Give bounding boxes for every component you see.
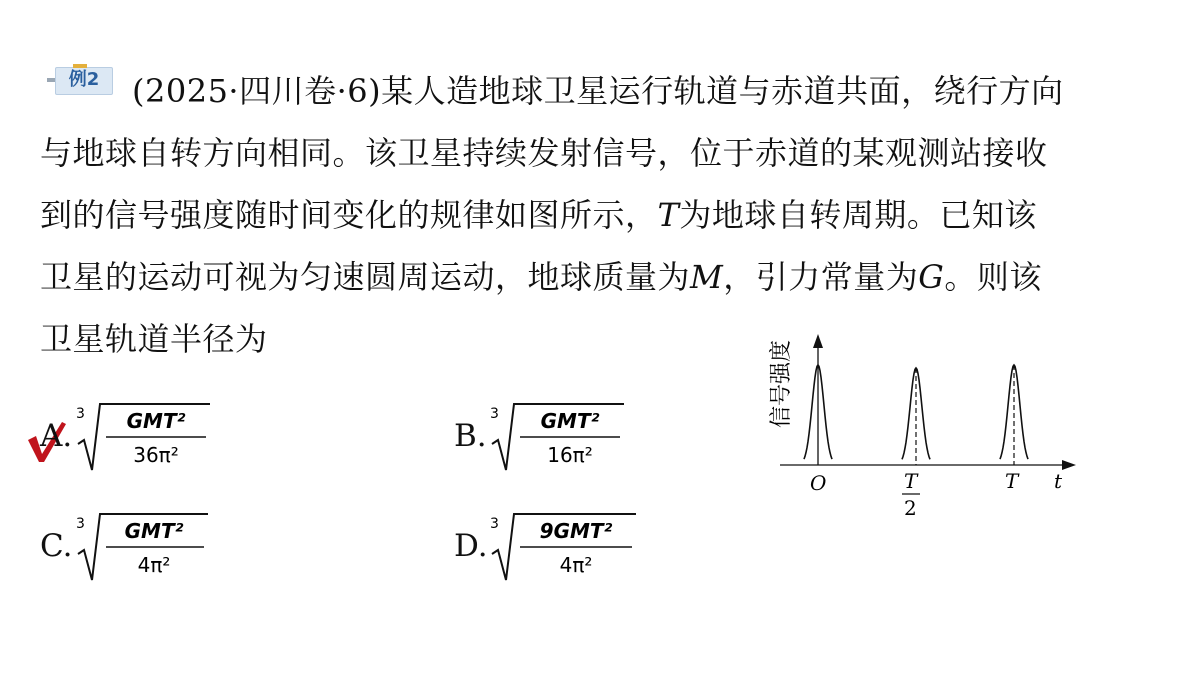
- numerator: GMT²: [126, 409, 186, 433]
- y-axis-arrow: [813, 334, 823, 348]
- badge-label: 例2: [68, 69, 100, 90]
- option-a-formula: [76, 400, 216, 474]
- option-d-letter: D.: [454, 528, 488, 564]
- tick-origin: O: [810, 471, 827, 495]
- signal-strength-graph: [740, 320, 1090, 534]
- question-line-2: 与地球自转方向相同。该卫星持续发射信号，位于赤道的某观测站接收: [40, 134, 1048, 172]
- option-a-letter: A.: [40, 418, 73, 454]
- tick-full: T: [1005, 469, 1019, 493]
- denominator: 36π²: [133, 443, 179, 467]
- x-axis-arrow: [1062, 460, 1076, 470]
- signal-peak-2: [1000, 365, 1028, 459]
- denominator: 16π²: [547, 443, 593, 467]
- y-axis-label: 信号强度: [769, 339, 794, 428]
- option-c-formula: [76, 510, 216, 584]
- option-b-letter: B.: [454, 418, 487, 454]
- tick-half-numerator: T: [904, 469, 918, 493]
- question-line-5: 卫星轨道半径为: [40, 320, 268, 358]
- root-index: 3: [76, 406, 85, 422]
- signal-peaks: [804, 365, 1028, 465]
- denominator: 4π²: [137, 553, 171, 577]
- denominator: 4π²: [559, 553, 593, 577]
- tick-half-denominator: 2: [904, 496, 917, 520]
- question-line-4: 卫星的运动可视为匀速圆周运动，地球质量为M，引力常量为G。则该: [40, 258, 1042, 296]
- root-index: 3: [76, 516, 85, 532]
- signal-peak-1: [902, 368, 930, 459]
- numerator: GMT²: [540, 409, 600, 433]
- root-index: 3: [490, 516, 499, 532]
- root-index: 3: [490, 406, 499, 422]
- option-c-letter: C.: [40, 528, 73, 564]
- x-axis-label: t: [1054, 469, 1063, 493]
- numerator: 9GMT²: [539, 519, 613, 543]
- question-line-3: 到的信号强度随时间变化的规律如图所示，T为地球自转周期。已知该: [40, 196, 1037, 234]
- option-d-formula: [490, 510, 640, 584]
- option-b-formula: [490, 400, 630, 474]
- question-line-1: (2025·四川卷·6)某人造地球卫星运行轨道与赤道共面，绕行方向: [132, 72, 1064, 110]
- numerator: GMT²: [124, 519, 184, 543]
